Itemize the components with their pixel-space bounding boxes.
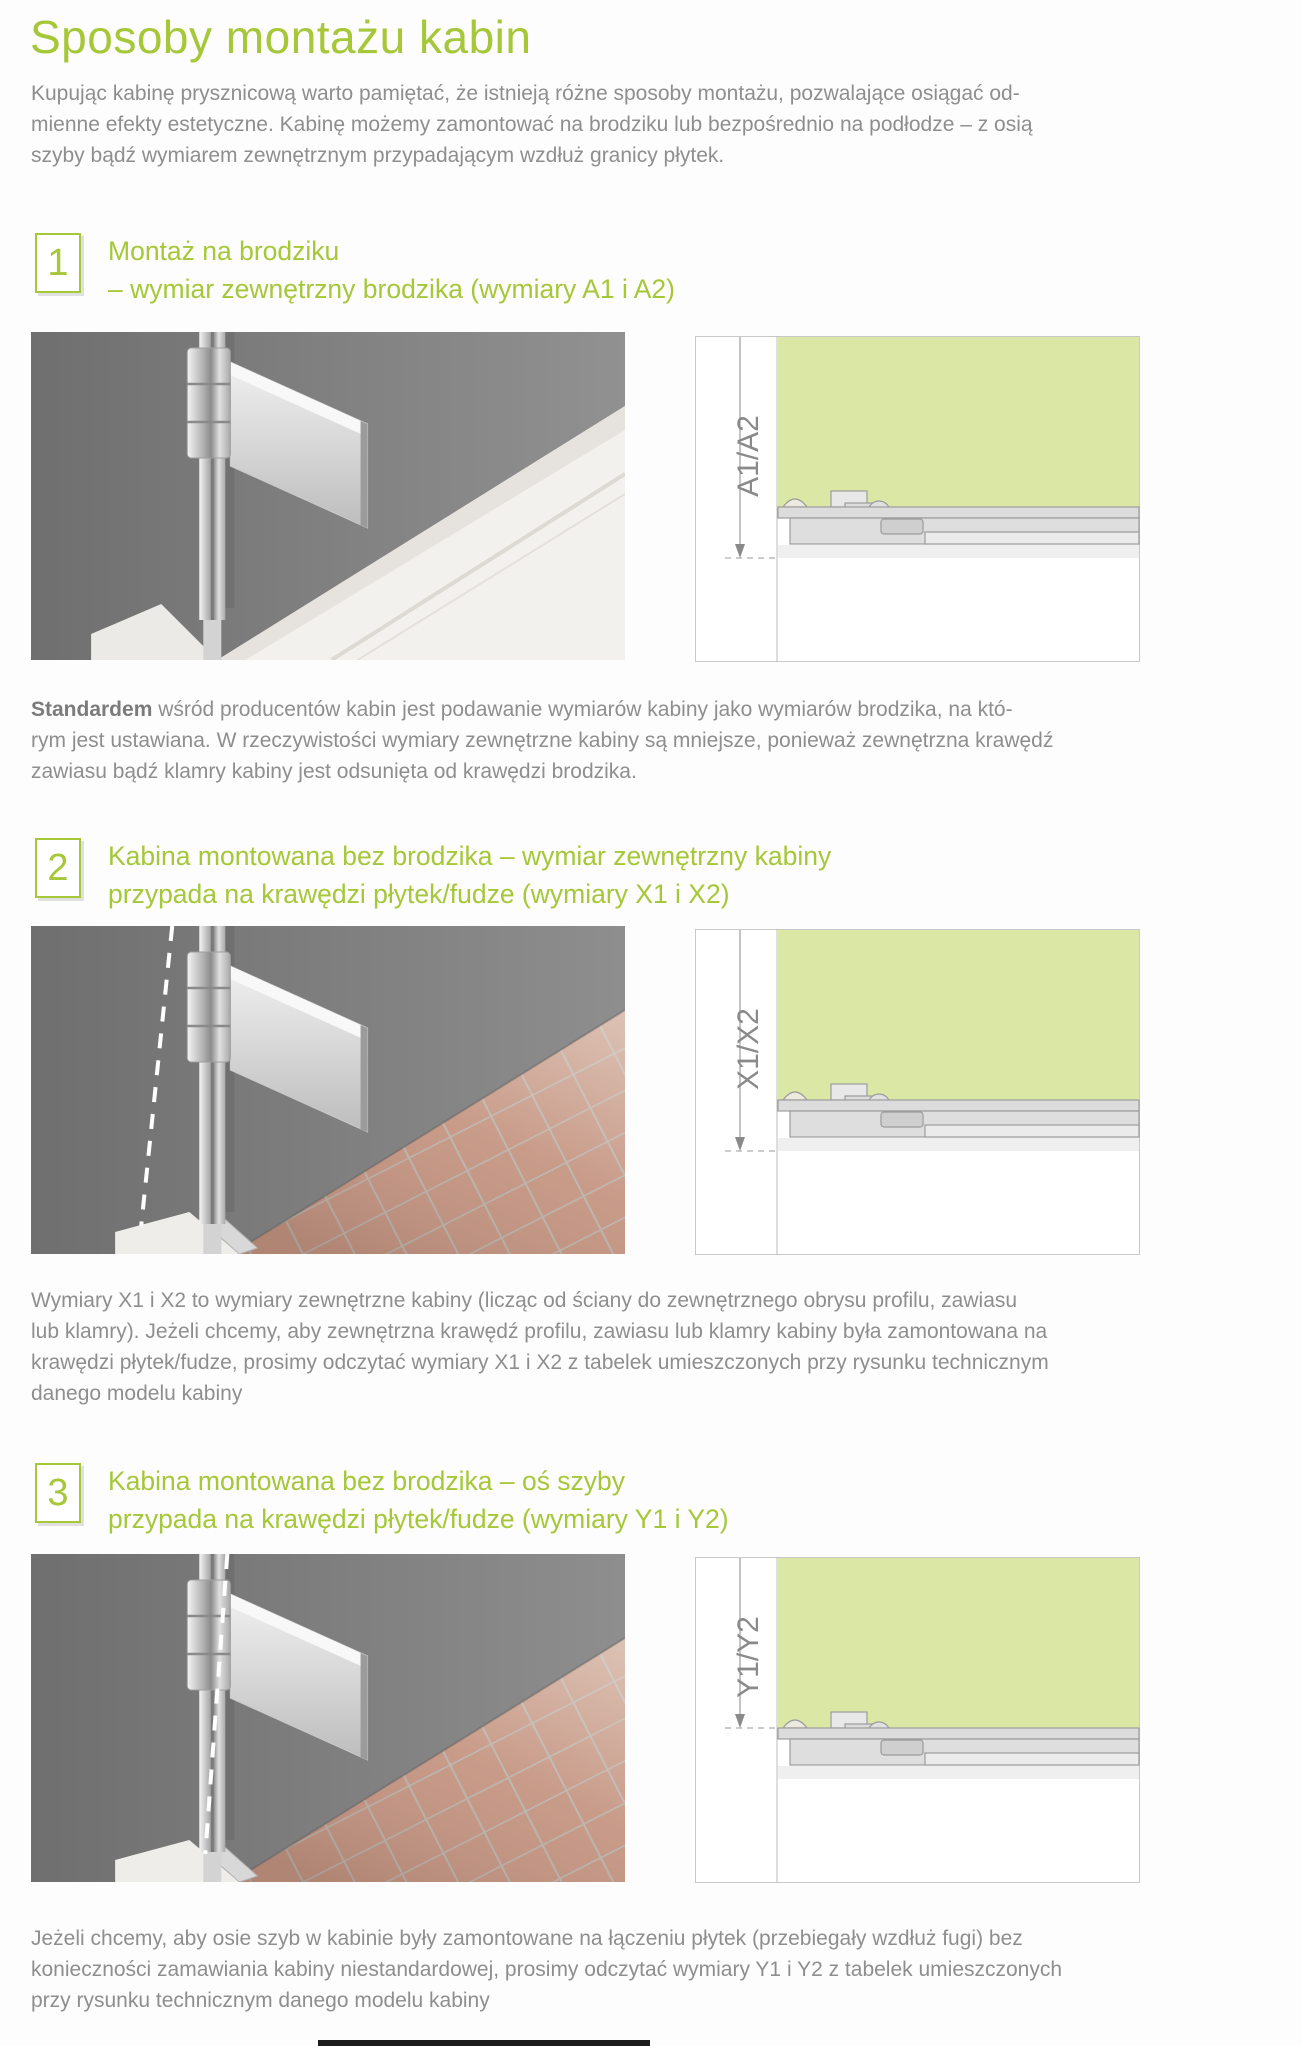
section-heading-line: przypada na krawędzi płytek/fudze (wymiary X1 i X2) (108, 879, 730, 909)
section-heading (108, 837, 831, 913)
paragraph-lead: Standardem (31, 698, 153, 721)
paragraph-line: zawiasu bądź klamry kabiny jest odsunięta od krawędzi brodzika. (31, 760, 637, 783)
paragraph-line: konieczności zamawiania kabiny niestandardowej, prosimy odczytać wymiary Y1 i Y2 z tabelek umieszczonych (31, 1958, 1063, 1981)
paragraph-line: rym jest ustawiana. W rzeczywistości wymiary zewnętrzne kabiny są mniejsze, ponieważ zewnętrzna krawędź (31, 729, 1054, 752)
section-number-badge (35, 838, 81, 898)
tiled-floor-photo-illustration (31, 1554, 625, 1882)
dimension-label: Y1/Y2 (732, 1616, 765, 1698)
section-heading-line: Montaż na brodziku (108, 236, 340, 266)
dimension-label: A1/A2 (732, 415, 765, 497)
photo-tiles-hinge-outer-edge (31, 926, 625, 1254)
section-number: 2 (47, 846, 69, 889)
photo-tiles-hinge-glass-axis (31, 1554, 625, 1882)
section-paragraph (31, 1285, 1049, 1409)
section-heading-line: przypada na krawędzi płytek/fudze (wymiary Y1 i Y2) (108, 1504, 729, 1534)
section-number-badge (35, 1463, 81, 1523)
shower-tray-photo-illustration (31, 332, 625, 660)
glass-axis-dimension-diagram (695, 1557, 1140, 1883)
diagram-a1-a2 (695, 336, 1140, 662)
intro-paragraph (31, 78, 1033, 171)
paragraph-line: przy rysunku technicznym danego modelu kabiny (31, 1989, 490, 2012)
footer-bar (318, 2040, 650, 2046)
section-number: 3 (47, 1471, 69, 1514)
section-heading-line: Kabina montowana bez brodzika – oś szyby (108, 1466, 626, 1496)
section-paragraph (31, 1923, 1062, 2016)
intro-line: Kupując kabinę prysznicową warto pamiętać, że istnieją różne sposoby montażu, pozwalające osiągać od- (31, 82, 1020, 105)
paragraph-line: Wymiary X1 i X2 to wymiary zewnętrzne kabiny (licząc od ściany do zewnętrznego obrysu profilu, zawiasu (31, 1289, 1018, 1312)
photo-shower-tray-hinge (31, 332, 625, 660)
section-heading-line: – wymiar zewnętrzny brodzika (wymiary A1 i A2) (108, 274, 675, 304)
dimension-label: X1/X2 (732, 1008, 765, 1090)
page-title: Sposoby montażu kabin (30, 11, 532, 63)
diagram-y1-y2 (695, 1557, 1140, 1883)
glass-pane (778, 337, 1139, 507)
tray-dimension-diagram (695, 336, 1140, 662)
glass-pane (778, 930, 1139, 1100)
intro-line: szyby bądź wymiarem zewnętrznym przypadającym wzdłuż granicy płytek. (31, 144, 725, 167)
section-heading-line: Kabina montowana bez brodzika – wymiar zewnętrzny kabiny (108, 841, 832, 871)
section-paragraph (31, 694, 1053, 787)
paragraph-line: krawędzi płytek/fudze, prosimy odczytać wymiary X1 i X2 z tabelek umieszczonych przy rysunku technicznym (31, 1351, 1049, 1374)
section-number-badge (35, 233, 81, 293)
tiled-floor-photo-illustration (31, 926, 625, 1254)
outer-dimension-diagram (695, 929, 1140, 1255)
paragraph-line: lub klamry). Jeżeli chcemy, aby zewnętrzna krawędź profilu, zawiasu lub klamry kabiny była zamontowana na (31, 1320, 1048, 1343)
paragraph-line: Jeżeli chcemy, aby osie szyb w kabinie były zamontowane na łączeniu płytek (przebiegały wzdłuż fugi) bez (31, 1927, 1023, 1950)
diagram-x1-x2 (695, 929, 1140, 1255)
section-number: 1 (47, 241, 69, 284)
glass-pane (778, 1558, 1139, 1728)
intro-line: mienne efekty estetyczne. Kabinę możemy zamontować na brodziku lub bezpośrednio na podłodze – z osią (31, 113, 1033, 136)
paragraph-line: danego modelu kabiny (31, 1382, 243, 1405)
section-heading (108, 232, 675, 308)
section-heading (108, 1462, 729, 1538)
paragraph-line: Standardem wśród producentów kabin jest podawanie wymiarów kabiny jako wymiarów brodzika, na któ- (31, 698, 1013, 721)
